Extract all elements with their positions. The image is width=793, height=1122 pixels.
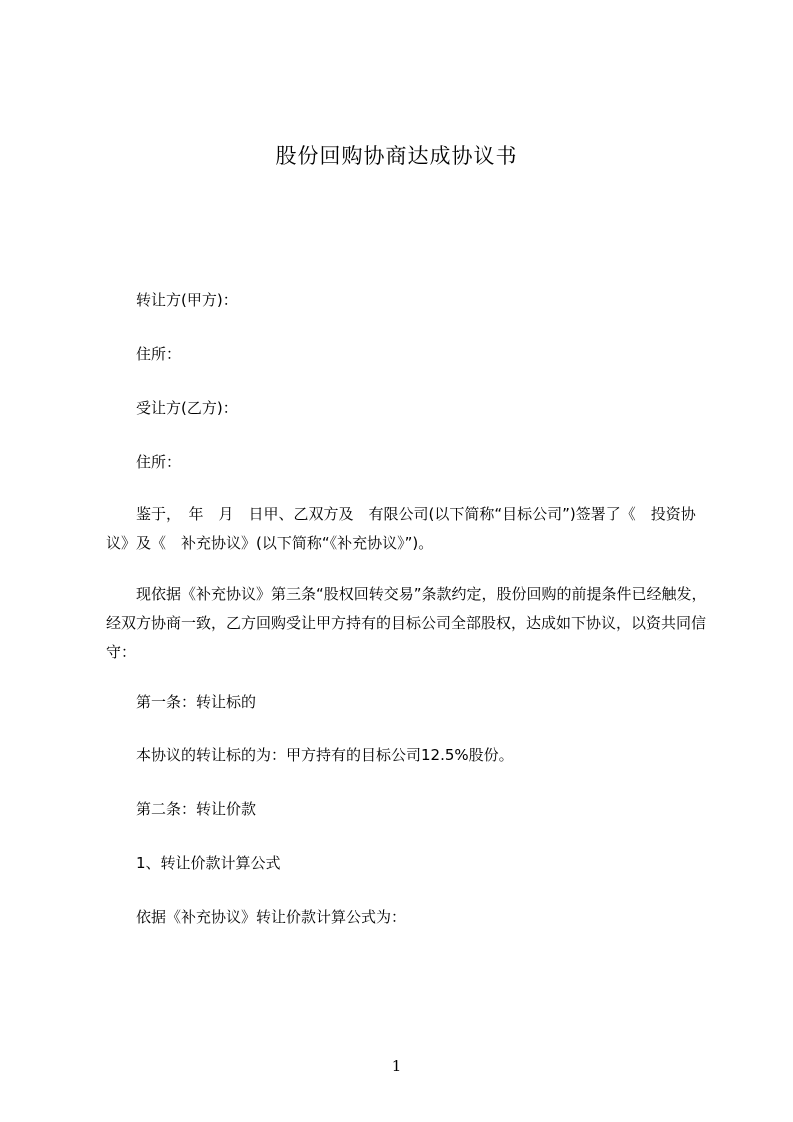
transferee-address-line: 住所： — [136, 453, 182, 471]
document-title: 股份回购协商达成协议书 — [275, 144, 518, 168]
price-formula-heading: 1、转让价款计算公式 — [136, 854, 281, 872]
whereas-paragraph: 鉴于， 年 月 日甲、乙双方及 有限公司(以下简称“目标公司”)签署了《 投资协议》及《 补充协议》(以下简称“《补充协议》”)。 — [106, 505, 696, 552]
article-one-heading: 第一条：转让标的 — [136, 693, 257, 711]
article-two-heading: 第二条：转让价款 — [136, 800, 257, 818]
page-number: 1 — [391, 1057, 402, 1075]
transferor-address-line: 住所： — [136, 345, 182, 363]
article-one-content: 本协议的转让标的为：甲方持有的目标公司12.5%股份。 — [136, 746, 514, 764]
price-formula-intro: 依据《补充协议》转让价款计算公式为： — [136, 908, 407, 926]
transferee-line: 受让方(乙方)： — [136, 399, 238, 417]
transferor-line: 转让方(甲方)： — [136, 291, 238, 309]
basis-paragraph: 现依据《补充协议》第三条“股权回转交易”条款约定，股份回购的前提条件已经触发，经双方协商一致，乙方回购受让甲方持有的目标公司全部股权，达成如下协议，以资共同信守： — [106, 585, 707, 661]
